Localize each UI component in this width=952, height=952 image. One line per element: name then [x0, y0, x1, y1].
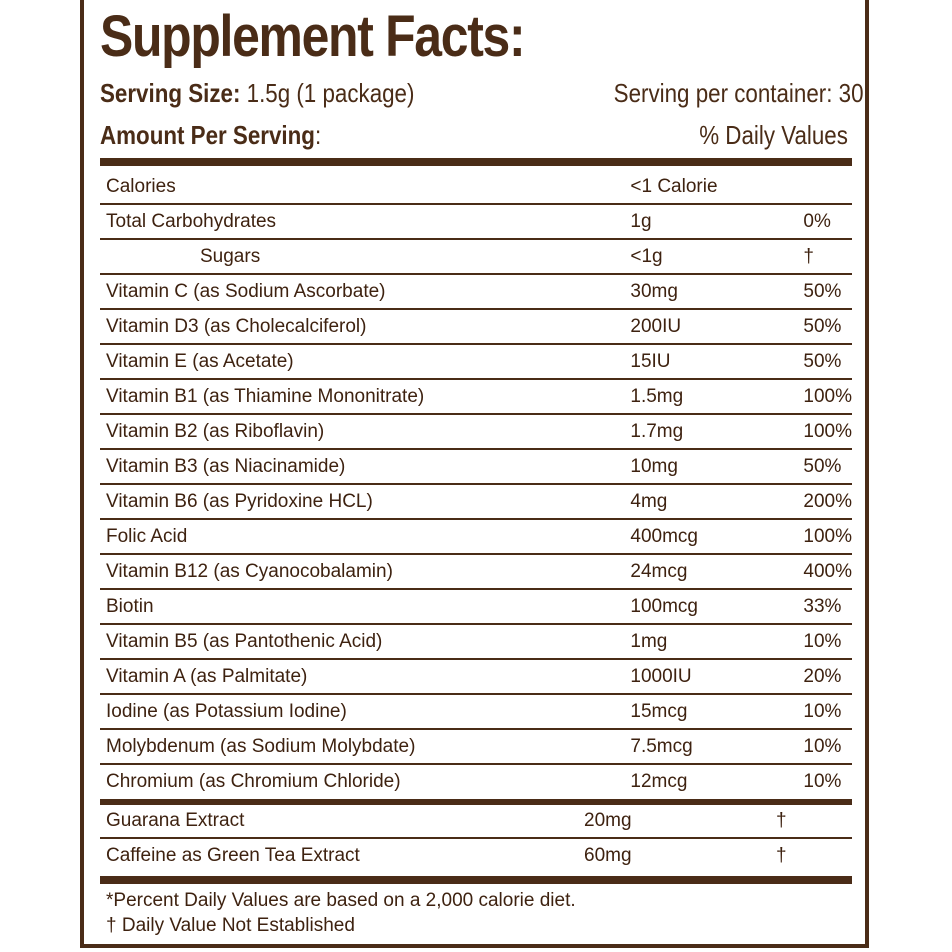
dagger-footnote: † Daily Value Not Established: [106, 915, 355, 936]
nutrient-name: Caffeine as Green Tea Extract: [106, 844, 360, 866]
table-row: [100, 554, 852, 589]
panel-title: Supplement Facts:: [100, 4, 525, 69]
amount-per-serving-row: [100, 120, 848, 156]
nutrient-name: Biotin: [100, 589, 624, 624]
nutrient-name: Vitamin B12 (as Cyanocobalamin): [100, 554, 624, 589]
nutrient-daily-value: 400%: [797, 554, 852, 589]
nutrient-daily-value: †: [770, 804, 852, 838]
nutrient-daily-value: 10%: [797, 729, 852, 764]
percent-daily-footnote: *Percent Daily Values are based on a 2,000 calorie diet.: [106, 890, 576, 911]
nutrient-daily-value: 50%: [797, 449, 852, 484]
table-row: [100, 729, 852, 764]
nutrient-daily-value: 100%: [797, 414, 852, 449]
nutrient-name: Total Carbohydrates: [100, 204, 624, 239]
nutrient-name: Iodine (as Potassium Iodine): [100, 694, 624, 729]
nutrient-name: Vitamin D3 (as Cholecalciferol): [100, 309, 624, 344]
table-row: [100, 414, 852, 449]
table-row: [100, 764, 852, 798]
nutrient-table: [100, 170, 852, 798]
table-row: [100, 309, 852, 344]
nutrient-amount: 1.5mg: [624, 379, 797, 414]
nutrient-daily-value: 50%: [797, 274, 852, 309]
nutrient-daily-value: 33%: [797, 589, 852, 624]
extras-table: [100, 804, 852, 872]
nutrient-amount: 24mcg: [624, 554, 797, 589]
nutrient-daily-value: †: [776, 844, 787, 866]
nutrient-amount: 20mg: [578, 804, 770, 838]
nutrient-daily-value: 100%: [797, 379, 852, 414]
nutrient-daily-value: 50%: [797, 309, 852, 344]
nutrient-amount: 10mg: [624, 449, 797, 484]
serving-size-label: Serving Size:: [100, 78, 241, 108]
nutrient-amount: 1g: [624, 204, 797, 239]
nutrient-name: Guarana Extract: [100, 804, 578, 838]
table-row: [100, 484, 852, 519]
nutrient-amount: 60mg: [584, 844, 632, 866]
nutrient-name: Folic Acid: [100, 519, 624, 554]
table-row: [100, 239, 852, 274]
nutrient-amount: 100mcg: [624, 589, 797, 624]
nutrient-name: Vitamin B1 (as Thiamine Mononitrate): [100, 379, 624, 414]
nutrient-daily-value: [797, 170, 852, 204]
nutrient-daily-value: 0%: [797, 204, 852, 239]
table-row: [100, 694, 852, 729]
nutrient-amount: 30mg: [624, 274, 797, 309]
table-row: [100, 449, 852, 484]
nutrient-daily-value: 100%: [797, 519, 852, 554]
nutrient-name: Vitamin B3 (as Niacinamide): [100, 449, 624, 484]
table-row: [100, 804, 852, 838]
daily-values-header: % Daily Values: [699, 120, 848, 150]
nutrient-amount: 4mg: [624, 484, 797, 519]
servings-per-container: Serving per container: 30: [614, 78, 864, 108]
serving-size: [100, 78, 414, 109]
nutrient-amount: 400mcg: [624, 519, 797, 554]
table-row: [100, 344, 852, 379]
supplement-facts-panel: [80, 0, 869, 948]
nutrient-amount: 1mg: [624, 624, 797, 659]
table-row: [100, 624, 852, 659]
nutrient-amount: 1.7mg: [624, 414, 797, 449]
table-row: [100, 659, 852, 694]
nutrient-amount: 1000IU: [624, 659, 797, 694]
nutrient-name: Calories: [100, 170, 624, 204]
nutrient-daily-value: 50%: [797, 344, 852, 379]
nutrient-name: Vitamin B6 (as Pyridoxine HCL): [100, 484, 624, 519]
nutrient-name: Sugars: [100, 239, 624, 274]
table-row: [100, 838, 852, 872]
amount-per-serving-label: Amount Per Serving: [100, 120, 315, 150]
nutrient-amount: 15mcg: [624, 694, 797, 729]
nutrient-daily-value: 10%: [803, 770, 842, 792]
nutrient-amount: <1 Calorie: [624, 170, 797, 204]
footer-thick-rule: [100, 876, 852, 884]
table-row: [100, 589, 852, 624]
nutrient-daily-value: 200%: [797, 484, 852, 519]
nutrient-amount: 200IU: [624, 309, 797, 344]
nutrient-daily-value: 10%: [797, 624, 852, 659]
nutrient-daily-value: 20%: [797, 659, 852, 694]
nutrient-amount: 15IU: [624, 344, 797, 379]
nutrient-name: Vitamin B2 (as Riboflavin): [100, 414, 624, 449]
table-row: [100, 274, 852, 309]
amount-colon: :: [314, 120, 322, 150]
nutrient-name: Chromium (as Chromium Chloride): [106, 770, 401, 792]
nutrient-name: Vitamin E (as Acetate): [100, 344, 624, 379]
serving-info: [100, 78, 864, 114]
table-row: [100, 170, 852, 204]
nutrient-name: Vitamin A (as Palmitate): [100, 659, 624, 694]
nutrient-daily-value: 10%: [797, 694, 852, 729]
header-thick-rule: [100, 158, 852, 166]
amount-per-serving: [100, 120, 321, 151]
nutrient-name: Vitamin B5 (as Pantothenic Acid): [100, 624, 624, 659]
nutrient-amount: 12mcg: [630, 770, 688, 792]
table-row: [100, 204, 852, 239]
nutrient-name: Molybdenum (as Sodium Molybdate): [100, 729, 624, 764]
table-row: [100, 379, 852, 414]
nutrient-name: Vitamin C (as Sodium Ascorbate): [100, 274, 624, 309]
nutrient-daily-value: †: [797, 239, 852, 274]
nutrient-amount: <1g: [624, 239, 797, 274]
nutrient-amount: 7.5mcg: [624, 729, 797, 764]
table-row: [100, 519, 852, 554]
serving-size-value: 1.5g (1 package): [240, 78, 415, 108]
